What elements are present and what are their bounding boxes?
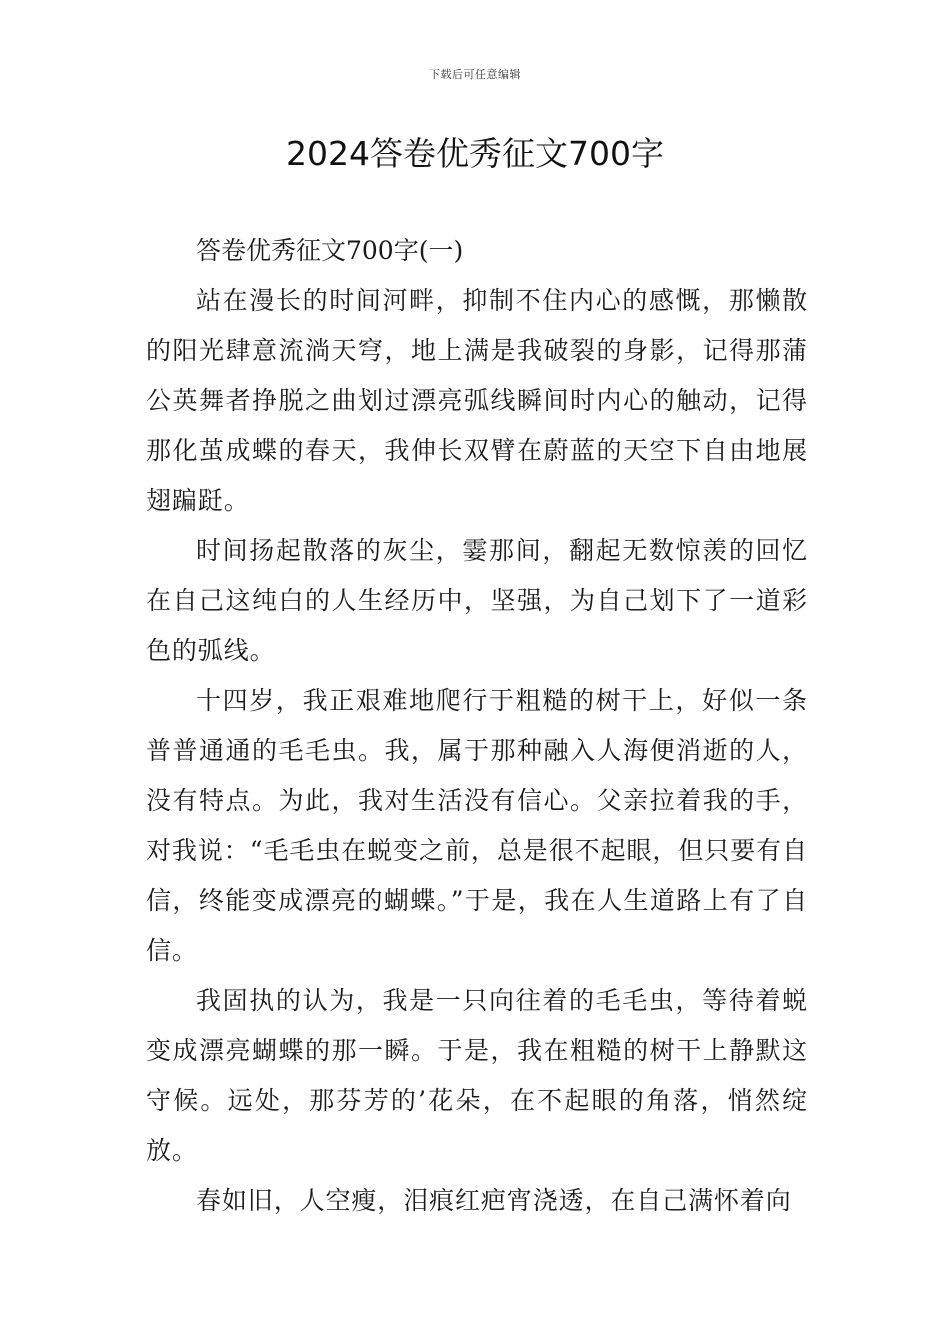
document-body [146, 226, 808, 1226]
paragraph-2: 时间扬起散落的灰尘，霎那间，翻起无数惊羡的回忆在自己这纯白的人生经历中，坚强，为自己划下了一道彩色的弧线。 [146, 536, 808, 665]
section-subtitle: 答卷优秀征文700字(一) [196, 236, 464, 265]
paragraph-5: 春如旧，人空瘦，泪痕红疤宵浇透，在自己满怀着向 [196, 1186, 792, 1215]
header-note: 下载后可任意编辑 [429, 68, 521, 81]
paragraph-1: 站在漫长的时间河畔，抑制不住内心的感慨，那懒散的阳光肆意流淌天穹，地上满是我破裂的身影，记得那蒲公英舞者挣脱之曲划过漂亮弧线瞬间时内心的触动，记得那化茧成蝶的春天，我伸长双臂在蔚蓝的天空下自由地展翅蹁跹。 [146, 286, 808, 515]
paragraph-4: 我固执的认为，我是一只向往着的毛毛虫，等待着蜕变成漂亮蝴蝶的那一瞬。于是，我在粗糙的树干上静默这守候。远处，那芬芳的’花朵，在不起眼的角落，悄然绽放。 [146, 986, 808, 1165]
document-title: 2024答卷优秀征文700字 [286, 134, 664, 173]
paragraph-3: 十四岁，我正艰难地爬行于粗糙的树干上，好似一条普普通通的毛毛虫。我，属于那种融入人海便消逝的人，没有特点。为此，我对生活没有信心。父亲拉着我的手，对我说：“毛毛虫在蜕变之前，总是很不起眼，但只要有自信，终能变成漂亮的蝴蝶。”于是，我在人生道路上有了自信。 [146, 686, 808, 965]
